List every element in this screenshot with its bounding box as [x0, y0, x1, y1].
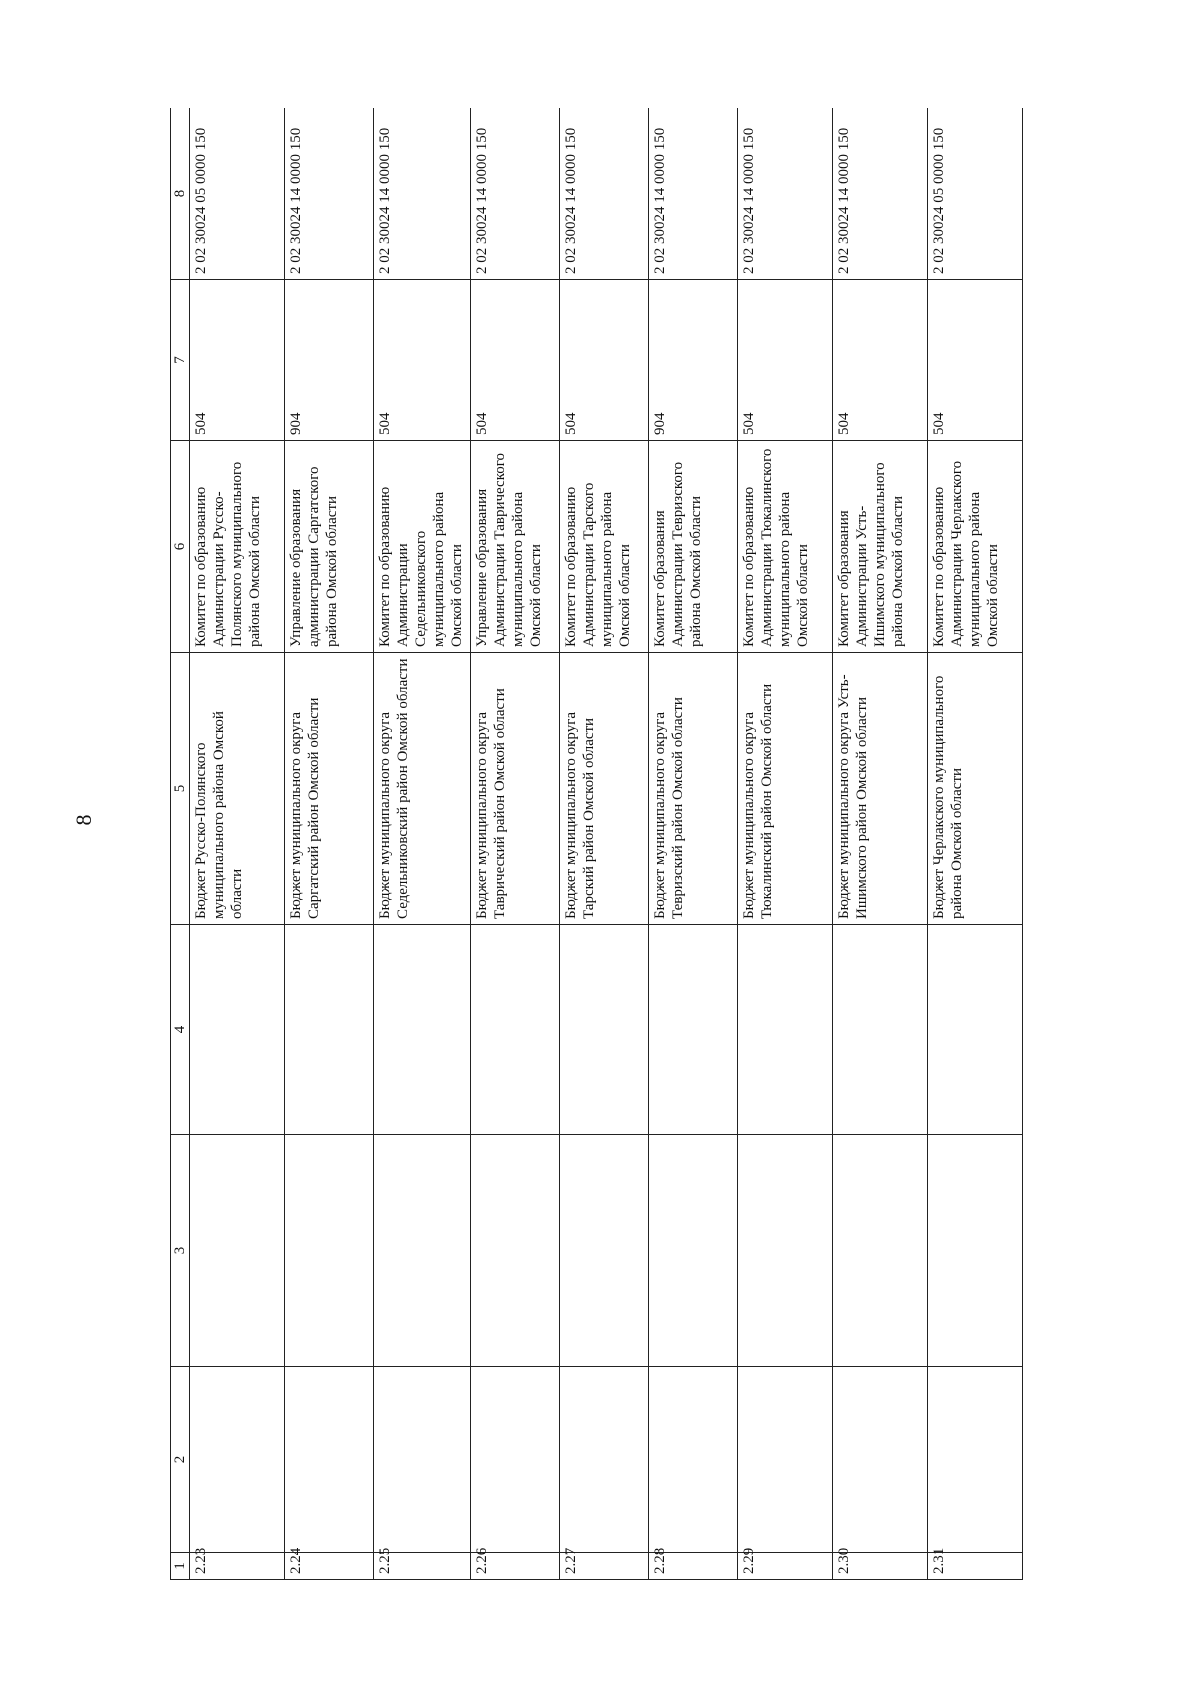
revenue-code-cell: 2 02 30024 14 0000 150: [285, 108, 374, 280]
revenue-code-cell: 2 02 30024 05 0000 150: [190, 108, 285, 280]
table-row: [374, 108, 471, 1580]
budget-name-cell: Бюджет муниципального округа Тарский район Омской области: [560, 653, 649, 925]
row-number-cell: 2.25: [374, 1553, 471, 1580]
page-number: 8: [71, 814, 96, 826]
budget-name-cell: Бюджет муниципального округа Тевризский район Омской области: [649, 653, 738, 925]
column-4-cell: [374, 925, 471, 1135]
table-row: [560, 108, 649, 1580]
table-body: [190, 108, 1023, 1580]
column-3-cell: [833, 1135, 928, 1367]
row-number-cell: 2.29: [738, 1553, 833, 1580]
administrator-name-cell: Комитет по образованию Администрации Черлакского муниципального района Омской области: [928, 441, 1023, 653]
revenue-code-cell: 2 02 30024 14 0000 150: [649, 108, 738, 280]
administrator-name-cell: Комитет образования Администрации Усть-Ишимского муниципального района Омской области: [833, 441, 928, 653]
header-col-4: 4: [171, 925, 190, 1135]
column-2-cell: [738, 1367, 833, 1553]
revenue-code-cell: 2 02 30024 14 0000 150: [374, 108, 471, 280]
administrator-name-cell: Комитет образования Администрации Тевризского района Омской области: [649, 441, 738, 653]
column-3-cell: [560, 1135, 649, 1367]
row-number-cell: 2.30: [833, 1553, 928, 1580]
budget-name-cell: Бюджет муниципального округа Таврический район Омской области: [471, 653, 560, 925]
column-3-cell: [190, 1135, 285, 1367]
department-code-cell: 504: [190, 280, 285, 441]
column-4-cell: [738, 925, 833, 1135]
header-col-1: 1: [171, 1553, 190, 1580]
department-code-cell: 504: [374, 280, 471, 441]
revenue-code-cell: 2 02 30024 14 0000 150: [738, 108, 833, 280]
column-3-cell: [471, 1135, 560, 1367]
table-row: [928, 108, 1023, 1580]
table-viewport: [170, 108, 1090, 1580]
table-container: [170, 108, 1090, 1580]
department-code-cell: 504: [928, 280, 1023, 441]
column-4-cell: [471, 925, 560, 1135]
revenue-code-cell: 2 02 30024 14 0000 150: [560, 108, 649, 280]
column-3-cell: [649, 1135, 738, 1367]
budget-name-cell: Бюджет муниципального округа Саргатский район Омской области: [285, 653, 374, 925]
row-number-cell: 2.24: [285, 1553, 374, 1580]
table-row: [190, 108, 285, 1580]
budget-name-cell: Бюджет Черлакского муниципального района Омской области: [928, 653, 1023, 925]
administrator-name-cell: Управление образования Администрации Таврического муниципального района Омской области: [471, 441, 560, 653]
revenue-code-cell: 2 02 30024 14 0000 150: [833, 108, 928, 280]
administrator-name-cell: Комитет по образованию Администрации Тарского муниципального района Омской области: [560, 441, 649, 653]
header-row: [171, 108, 190, 1580]
budget-table: [170, 108, 1023, 1580]
row-number-cell: 2.28: [649, 1553, 738, 1580]
column-3-cell: [374, 1135, 471, 1367]
revenue-code-cell: 2 02 30024 14 0000 150: [471, 108, 560, 280]
header-col-2: 2: [171, 1367, 190, 1553]
column-2-cell: [833, 1367, 928, 1553]
row-number-cell: 2.31: [928, 1553, 1023, 1580]
budget-name-cell: Бюджет Русско-Полянского муниципального района Омской области: [190, 653, 285, 925]
column-4-cell: [285, 925, 374, 1135]
department-code-cell: 504: [560, 280, 649, 441]
column-2-cell: [649, 1367, 738, 1553]
header-col-3: 3: [171, 1135, 190, 1367]
department-code-cell: 504: [833, 280, 928, 441]
column-4-cell: [560, 925, 649, 1135]
column-2-cell: [928, 1367, 1023, 1553]
table-row: [285, 108, 374, 1580]
administrator-name-cell: Комитет по образованию Администрации Седельниковского муниципального района Омской области: [374, 441, 471, 653]
column-3-cell: [738, 1135, 833, 1367]
department-code-cell: 504: [471, 280, 560, 441]
table-row: [738, 108, 833, 1580]
table-row: [649, 108, 738, 1580]
department-code-cell: 904: [285, 280, 374, 441]
column-2-cell: [374, 1367, 471, 1553]
header-col-8: 8: [171, 108, 190, 280]
header-col-6: 6: [171, 441, 190, 653]
column-2-cell: [560, 1367, 649, 1553]
column-4-cell: [928, 925, 1023, 1135]
table-row: [833, 108, 928, 1580]
row-number-cell: 2.27: [560, 1553, 649, 1580]
column-2-cell: [190, 1367, 285, 1553]
department-code-cell: 504: [738, 280, 833, 441]
administrator-name-cell: Комитет по образованию Администрации Тюкалинского муниципального района Омской области: [738, 441, 833, 653]
department-code-cell: 904: [649, 280, 738, 441]
column-4-cell: [649, 925, 738, 1135]
header-col-5: 5: [171, 653, 190, 925]
column-3-cell: [928, 1135, 1023, 1367]
budget-name-cell: Бюджет муниципального округа Усть-Ишимского район Омской области: [833, 653, 928, 925]
row-number-cell: 2.26: [471, 1553, 560, 1580]
header-col-7: 7: [171, 280, 190, 441]
budget-name-cell: Бюджет муниципального округа Тюкалинский район Омской области: [738, 653, 833, 925]
column-2-cell: [471, 1367, 560, 1553]
column-2-cell: [285, 1367, 374, 1553]
column-4-cell: [190, 925, 285, 1135]
column-4-cell: [833, 925, 928, 1135]
table-row: [471, 108, 560, 1580]
administrator-name-cell: Комитет по образованию Администрации Русско-Полянского муниципального района Омской области: [190, 441, 285, 653]
administrator-name-cell: Управление образования администрации Саргатского района Омской области: [285, 441, 374, 653]
revenue-code-cell: 2 02 30024 05 0000 150: [928, 108, 1023, 280]
budget-name-cell: Бюджет муниципального округа Седельниковский район Омской области: [374, 653, 471, 925]
column-3-cell: [285, 1135, 374, 1367]
row-number-cell: 2.23: [190, 1553, 285, 1580]
